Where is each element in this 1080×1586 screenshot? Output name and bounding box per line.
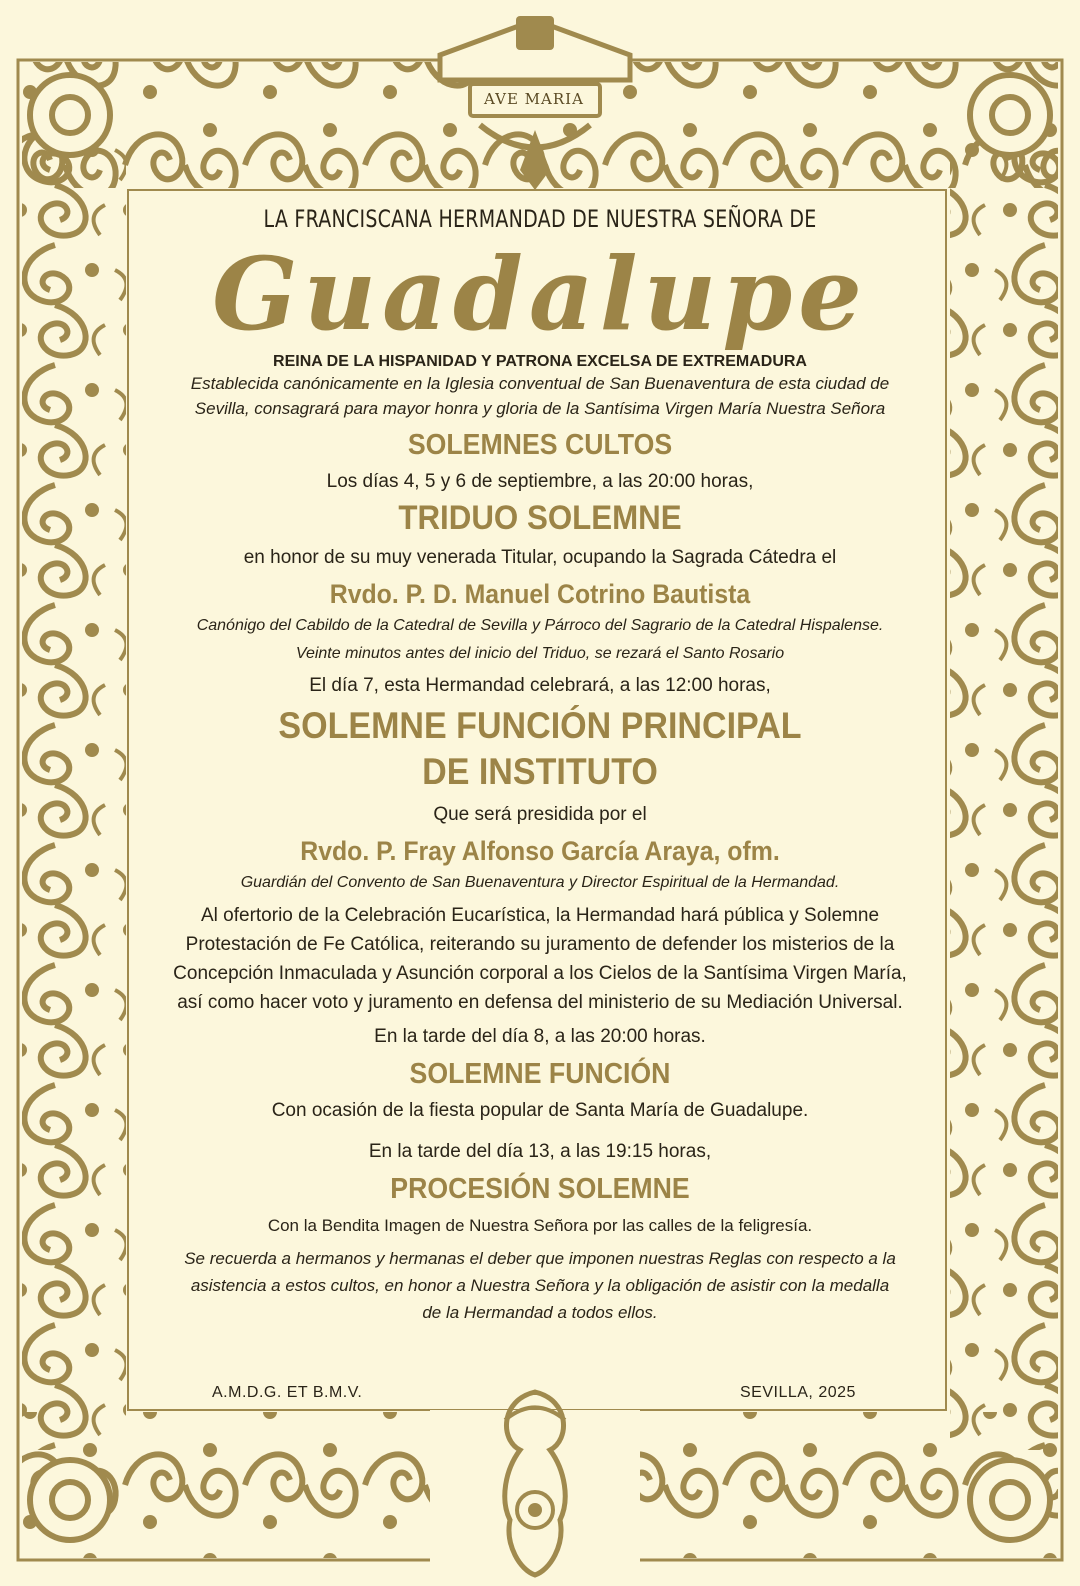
heading-solemnes-cultos: SOLEMNES CULTOS	[407, 429, 673, 461]
reminder-line-1: Se recuerda a hermanos y hermanas el deber que imponen nuestras Reglas con respecto a la	[184, 1249, 896, 1268]
cultos-honor: en honor de su muy venerada Titular, ocupando la Sagrada Cátedra el	[243, 547, 837, 568]
protestation-line-2: Protestación de Fe Católica, reiterando su juramento de defender los misterios de la	[185, 934, 895, 955]
protestation-line-1: Al ofertorio de la Celebración Eucarística, la Hermandad hará pública y Solemne	[200, 905, 880, 926]
reminder-line-2: asistencia a estos cultos, en honor a Nuestra Señora y la obligación de asistir con la medalla	[190, 1276, 890, 1295]
procesion-day: En la tarde del día 13, a las 19:15 horas,	[368, 1141, 712, 1162]
footer-amdg: A.M.D.G. ET B.M.V.	[212, 1384, 363, 1401]
heading-funcion-principal-2: DE INSTITUTO	[422, 751, 658, 792]
heading-procesion: PROCESIÓN SOLEMNE	[390, 1173, 690, 1205]
document-body	[150, 205, 930, 1326]
vase-emblem	[430, 1392, 640, 1575]
heading-solemne-funcion: SOLEMNE FUNCIÓN	[409, 1058, 671, 1090]
presider-role: Guardián del Convento de San Buenaventura y Director Espiritual de la Hermandad.	[240, 874, 840, 891]
fiesta-desc: Con ocasión de la fiesta popular de Santa María de Guadalupe.	[271, 1100, 809, 1121]
presider-name: Rvdo. P. Fray Alfonso García Araya, ofm.	[300, 836, 780, 866]
subtitle: REINA DE LA HISPANIDAD Y PATRONA EXCELSA DE EXTREMADURA	[273, 353, 807, 370]
intro-line-2: Sevilla, consagrará para mayor honra y gloria de la Santísima Virgen María Nuestra Señora	[194, 399, 886, 418]
procesion-desc: Con la Bendita Imagen de Nuestra Señora por las calles de la feligresía.	[267, 1216, 813, 1235]
header-line: LA FRANCISCANA HERMANDAD DE NUESTRA SEÑORA DE	[263, 205, 817, 233]
protestation-line-4: así como hacer voto y juramento en defensa del ministerio de su Mediación Universal.	[177, 992, 903, 1013]
preacher-name: Rvdo. P. D. Manuel Cotrino Bautista	[329, 579, 751, 609]
ave-maria-plaque: AVE MARIA	[484, 90, 584, 108]
footer-place-year: SEVILLA, 2025	[740, 1384, 856, 1401]
cultos-days: Los días 4, 5 y 6 de septiembre, a las 20:00 horas,	[326, 471, 754, 492]
title-guadalupe: Guadalupe	[212, 235, 868, 353]
intro-line-1: Establecida canónicamente en la Iglesia conventual de San Buenaventura de esta ciudad de	[190, 374, 890, 393]
protestation-line-3: Concepción Inmaculada y Asunción corporal a los Cielos de la Santísima Virgen María,	[173, 963, 907, 984]
funcion-day: El día 7, esta Hermandad celebrará, a las 12:00 horas,	[309, 675, 771, 696]
fiesta-day: En la tarde del día 8, a las 20:00 horas.	[374, 1026, 706, 1047]
funcion-presided: Que será presidida por el	[433, 804, 647, 825]
rosary-note: Veinte minutos antes del inicio del Triduo, se rezará el Santo Rosario	[295, 645, 785, 662]
preacher-role: Canónigo del Cabildo de la Catedral de Sevilla y Párroco del Sagrario de la Catedral Hispalense.	[196, 617, 884, 634]
heading-triduo: TRIDUO SOLEMNE	[398, 499, 682, 537]
reminder-line-3: de la Hermandad a todos ellos.	[422, 1303, 658, 1322]
heading-funcion-principal-1: SOLEMNE FUNCIÓN PRINCIPAL	[278, 705, 802, 746]
